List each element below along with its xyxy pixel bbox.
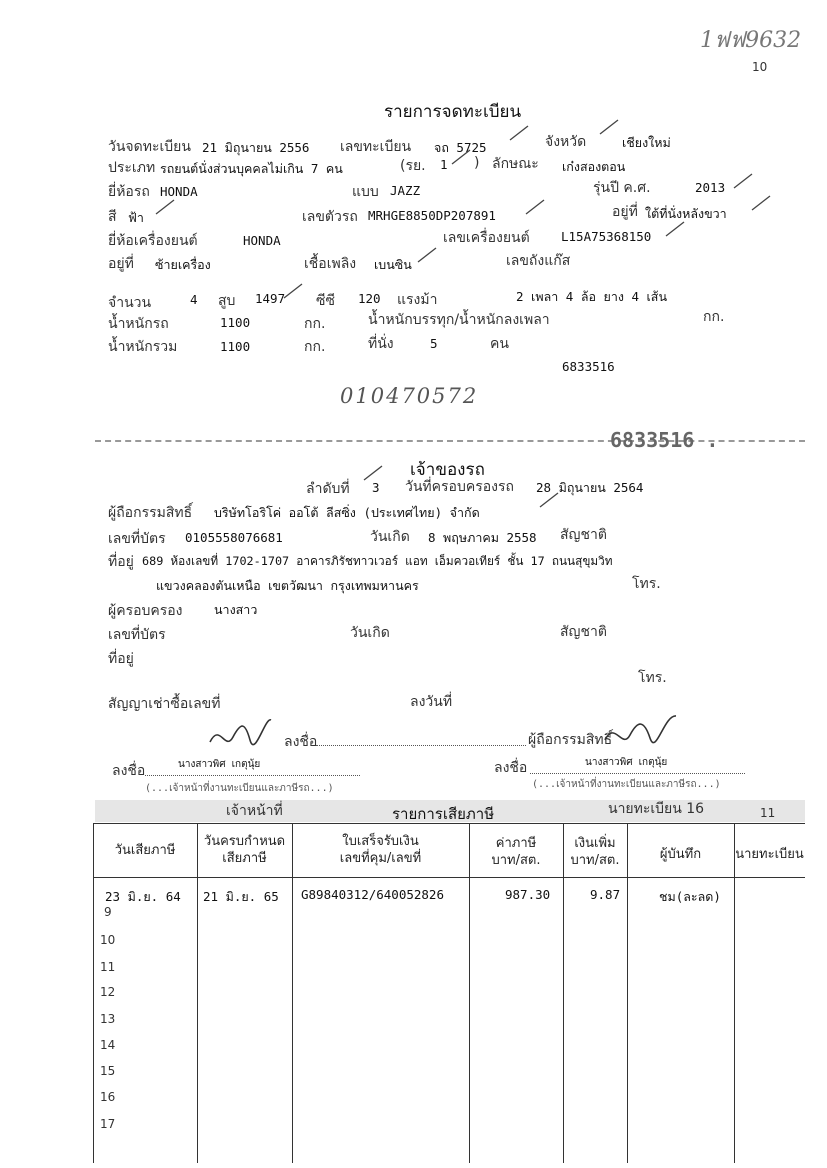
header-receipt: ใบเสร็จรับเงิน เลขที่คุม/เลขที่ [339, 834, 422, 866]
sign-label: ลงชื่อ [284, 734, 318, 750]
row-extra: 9.87 [590, 887, 621, 902]
color-label: สี [108, 209, 117, 225]
id-label: เลขที่บัตร [108, 531, 166, 547]
page-number: 10 [752, 60, 768, 74]
seats-label: ที่นั่ง [368, 336, 394, 352]
header-extra: เงินเพิ่ม บาท/สต. [570, 836, 620, 868]
addr2-label: ที่อยู่ [108, 651, 134, 667]
row-number: 16 [100, 1090, 116, 1104]
stamp-code: 6833516 . [610, 428, 719, 452]
seats: 5 [430, 336, 438, 351]
seq: 3 [372, 480, 380, 495]
engine-no-label: เลขเครื่องยนต์ [443, 230, 530, 246]
fuel: เบนซิน [374, 257, 412, 272]
row-paid-date: 23 มิ.ย. 64 [105, 889, 181, 904]
form-code: 6833516 [562, 359, 615, 374]
weight-label: น้ำหนักรถ [108, 316, 169, 332]
nat-label: สัญชาติ [560, 527, 607, 543]
birth: 8 พฤษภาคม 2558 [428, 530, 537, 545]
tel-label: โทร. [632, 576, 661, 592]
col-divider [734, 823, 735, 1163]
registrar-label: นายทะเบียน 16 [608, 801, 705, 817]
tax-title: รายการเสียภาษี [392, 805, 495, 823]
row-number: 15 [100, 1064, 116, 1078]
header-tax: ค่าภาษี บาท/สต. [491, 836, 541, 868]
province-label: จังหวัด [545, 134, 587, 150]
chassis-loc: ใต้ที่นั่งหลังขวา [645, 206, 727, 221]
col-divider [627, 823, 628, 1163]
check-mark [450, 148, 472, 166]
owner-title: เจ้าของรถ [410, 460, 485, 480]
occupant: นางสาว [214, 602, 258, 617]
rs-value: 1 [440, 157, 448, 172]
chassis-label: เลขตัวรถ [302, 209, 358, 225]
row-number: 11 [100, 960, 116, 974]
row-number: 12 [100, 985, 116, 999]
check-mark [154, 198, 176, 216]
check-mark [282, 282, 304, 300]
tax-table [93, 823, 805, 1163]
seq-label: ลำดับที่ [306, 481, 350, 497]
check-mark [524, 198, 546, 216]
hp-label: แรงม้า [397, 292, 438, 308]
header-recorder: ผู้บันทึก [659, 847, 702, 862]
cyl: 1497 [255, 291, 286, 306]
row-due-date: 21 มิ.ย. 65 [203, 889, 279, 904]
row-number: 13 [100, 1012, 116, 1026]
row-tax: 987.30 [505, 887, 551, 902]
possess-label: วันที่ครอบครองรถ [405, 479, 514, 495]
check-mark [508, 124, 530, 142]
occupant-label: ผู้ครอบครอง [108, 603, 183, 619]
nat2-label: สัญชาติ [560, 624, 607, 640]
sign-dotted-line [316, 733, 526, 746]
check-mark [362, 464, 384, 482]
engine-loc: ซ้ายเครื่อง [155, 257, 211, 272]
tax-table-top-border [93, 823, 805, 824]
rs-close: ) [474, 155, 480, 171]
persons-label: คน [490, 336, 509, 352]
sign-left-label: ลงชื่อ [112, 763, 146, 779]
engine-no: L15A75368150 [561, 229, 652, 244]
check-mark [598, 118, 620, 136]
addr-line-2: แขวงคลองตันเหนือ เขตวัฒนา กรุงเทพมหานคร [156, 578, 419, 593]
holder-sign-label: ผู้ถือกรรมสิทธิ์ [528, 732, 613, 748]
col-divider [469, 823, 470, 1163]
row-number: 9 [104, 905, 112, 919]
type: รถยนต์นั่งส่วนบุคคลไม่เกิน 7 คน [160, 161, 343, 176]
holder: บริษัทโอริโค่ ออโต้ ลีสซิ่ง (ประเทศไทย) จำกัด [214, 505, 480, 520]
plate: จถ 5725 [434, 140, 487, 155]
handwritten-number: 010470572 [340, 384, 479, 408]
header-due-date: วันครบกำหนด เสียภาษี [203, 834, 286, 866]
tax-page-number: 11 [760, 806, 776, 820]
row-number: 17 [100, 1117, 116, 1131]
reg-date: 21 มิถุนายน 2556 [202, 140, 310, 155]
tel2-label: โทร. [638, 670, 667, 686]
check-mark [416, 246, 438, 264]
col-divider [292, 823, 293, 1163]
model: JAZZ [390, 183, 421, 198]
sign-left-title: (...เจ้าหน้าที่งานทะเบียนและภาษีรถ...) [145, 783, 334, 794]
fuel-label: เชื้อเพลิง [304, 256, 357, 272]
engine-brand-label: ยี่ห้อเครื่องยนต์ [108, 233, 198, 249]
color: ฟ้า [128, 210, 144, 225]
check-mark [750, 194, 772, 212]
addr-label: ที่อยู่ [108, 554, 134, 570]
tax-table-header-border [93, 877, 805, 878]
sign-left-name: นางสาวพิศ เกตุนุ้ย [178, 759, 261, 770]
brand: HONDA [160, 184, 198, 199]
type-label: ประเภท [108, 160, 156, 176]
rs-label: (รย. [400, 158, 426, 174]
province: เชียงใหม่ [622, 135, 671, 150]
header-paid-date: วันเสียภาษี [114, 843, 176, 858]
cyl-label: สูบ [218, 293, 236, 309]
row-number: 14 [100, 1038, 116, 1052]
plate-label: เลขทะเบียน [340, 139, 412, 155]
style: เก๋งสองตอน [562, 159, 626, 174]
reg-date-label: วันจดทะเบียน [108, 139, 191, 155]
possess-date: 28 มิถุนายน 2564 [536, 480, 644, 495]
handwritten-ref: 1ฟฟ9632 [700, 28, 802, 53]
gross: 1100 [220, 339, 251, 354]
id2-label: เลขที่บัตร [108, 627, 166, 643]
col-divider [563, 823, 564, 1163]
chassis-loc-label: อยู่ที่ [612, 204, 638, 220]
signature-scribble-left [205, 712, 275, 754]
row-receipt: G89840312/640052826 [301, 887, 444, 902]
row-number: 10 [100, 933, 116, 947]
contract-label: สัญญาเช่าซื้อเลขที่ [108, 696, 221, 712]
id-number: 0105558076681 [185, 530, 283, 545]
birth2-label: วันเกิด [350, 625, 390, 641]
cc-label: ซีซี [316, 293, 336, 309]
header-registrar: นายทะเบียน [735, 847, 804, 862]
sign-right-name: นางสาวพิศ เกตุนุ้ย [585, 757, 668, 768]
sign-right-title: (...เจ้าหน้าที่งานทะเบียนและภาษีรถ...) [532, 779, 721, 790]
style-label: ลักษณะ [492, 156, 539, 172]
kg-label-3: กก. [304, 339, 326, 355]
qty: 4 [190, 292, 198, 307]
row-recorder: ชม(ละลด) [659, 889, 721, 904]
kg-label-1: กก. [304, 316, 326, 332]
engine-brand: HONDA [243, 233, 281, 248]
brand-label: ยี่ห้อรถ [108, 184, 150, 200]
wheels: 2 เพลา 4 ล้อ ยาง 4 เส้น [516, 289, 667, 304]
load-label: น้ำหนักบรรทุก/น้ำหนักลงเพลา [368, 312, 550, 328]
check-mark [538, 491, 560, 509]
col-divider [197, 823, 198, 1163]
check-mark [664, 220, 686, 238]
addr-line-1: 689 ห้องเลขที่ 1702-1707 อาคารภิรัชทาวเวอร์ แอท เอ็มควอเทียร์ ชั้น 17 ถนนสุขุมวิท [142, 554, 613, 568]
signature-scribble-right [600, 710, 680, 752]
tank-label: เลขถังแก๊ส [506, 253, 571, 269]
weight: 1100 [220, 315, 251, 330]
sign-right-label: ลงชื่อ [494, 760, 528, 776]
birth-label: วันเกิด [370, 529, 410, 545]
engine-loc-label: อยู่ที่ [108, 256, 134, 272]
qty-label: จำนวน [108, 295, 152, 311]
officer-label: เจ้าหน้าที่ [226, 803, 283, 819]
year-label: รุ่นปี ค.ศ. [593, 180, 651, 196]
cc: 120 [358, 291, 381, 306]
chassis: MRHGE8850DP207891 [368, 208, 496, 223]
signed-date-label: ลงวันที่ [410, 694, 453, 710]
registration-title: รายการจดทะเบียน [384, 102, 522, 122]
gross-label: น้ำหนักรวม [108, 339, 178, 355]
col-divider [93, 823, 94, 1163]
model-label: แบบ [352, 184, 379, 200]
kg-label-2: กก. [703, 309, 725, 325]
year: 2013 [695, 180, 726, 195]
check-mark [732, 172, 754, 190]
holder-label: ผู้ถือกรรมสิทธิ์ [108, 505, 193, 521]
